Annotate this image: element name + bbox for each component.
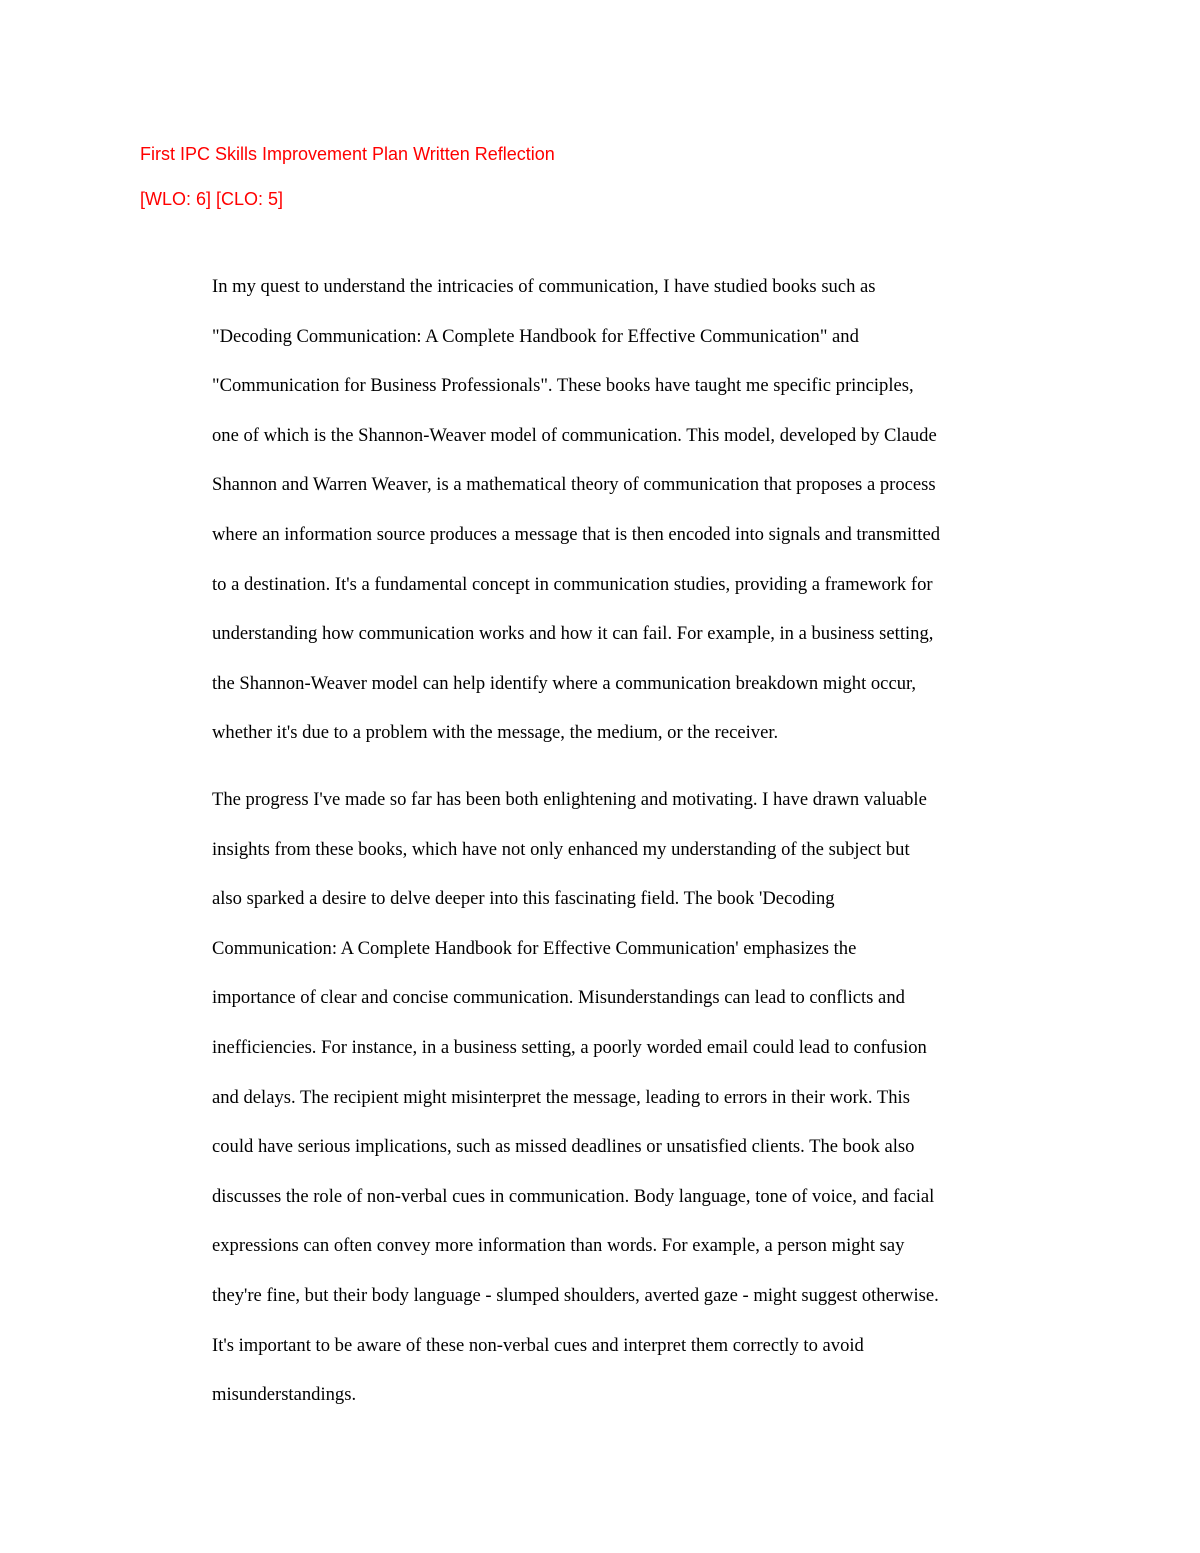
- paragraph-line: could have serious implications, such as missed deadlines or unsatisfied clients. The book also: [212, 1136, 915, 1158]
- paragraph-line: In my quest to understand the intricacies of communication, I have studied books such as: [212, 276, 876, 297]
- paragraph-line: importance of clear and concise communication. Misunderstandings can lead to conflicts and: [212, 987, 905, 1009]
- paragraph-line: Communication: A Complete Handbook for Effective Communication' emphasizes the: [212, 937, 857, 959]
- paragraph-line: one of which is the Shannon-Weaver model of communication. This model, developed by Claude: [212, 424, 937, 446]
- paragraph-line: It's important to be aware of these non-verbal cues and interpret them correctly to avoid: [212, 1334, 864, 1356]
- paragraph-line: and delays. The recipient might misinterpret the message, leading to errors in their work. This: [212, 1086, 910, 1108]
- paragraph-line: the Shannon-Weaver model can help identify where a communication breakdown might occur,: [212, 672, 917, 694]
- paragraph-2: [212, 775, 1092, 1420]
- paragraph-line: Shannon and Warren Weaver, is a mathematical theory of communication that proposes a process: [212, 474, 936, 496]
- paragraph-line: expressions can often convey more information than words. For example, a person might say: [212, 1235, 905, 1257]
- document-title: First IPC Skills Improvement Plan Written Reflection: [140, 144, 555, 164]
- paragraph-line: discusses the role of non-verbal cues in communication. Body language, tone of voice, and facial: [212, 1185, 935, 1207]
- paragraph-line: inefficiencies. For instance, in a business setting, a poorly worded email could lead to confusion: [212, 1036, 927, 1058]
- paragraph-1: [212, 262, 1092, 758]
- paragraph-line: also sparked a desire to delve deeper into this fascinating field. The book 'Decoding: [212, 888, 835, 910]
- paragraph-line: "Decoding Communication: A Complete Handbook for Effective Communication" and: [212, 325, 859, 347]
- paragraph-line: The progress I've made so far has been both enlightening and motivating. I have drawn valuable: [212, 789, 927, 810]
- paragraph-line: they're fine, but their body language - slumped shoulders, averted gaze - might suggest otherwise.: [212, 1284, 939, 1306]
- paragraph-line: to a destination. It's a fundamental concept in communication studies, providing a framework for: [212, 573, 933, 595]
- paragraph-line: where an information source produces a message that is then encoded into signals and transmitted: [212, 523, 941, 545]
- paragraph-line: insights from these books, which have not only enhanced my understanding of the subject but: [212, 838, 910, 860]
- learning-outcome-tags: [WLO: 6] [CLO: 5]: [140, 189, 284, 209]
- paragraph-line: misunderstandings.: [212, 1384, 357, 1406]
- paragraph-line: understanding how communication works and how it can fail. For example, in a business setting,: [212, 623, 934, 645]
- paragraph-line: "Communication for Business Professionals". These books have taught me specific principles,: [212, 375, 914, 397]
- paragraph-line: whether it's due to a problem with the message, the medium, or the receiver.: [212, 722, 779, 744]
